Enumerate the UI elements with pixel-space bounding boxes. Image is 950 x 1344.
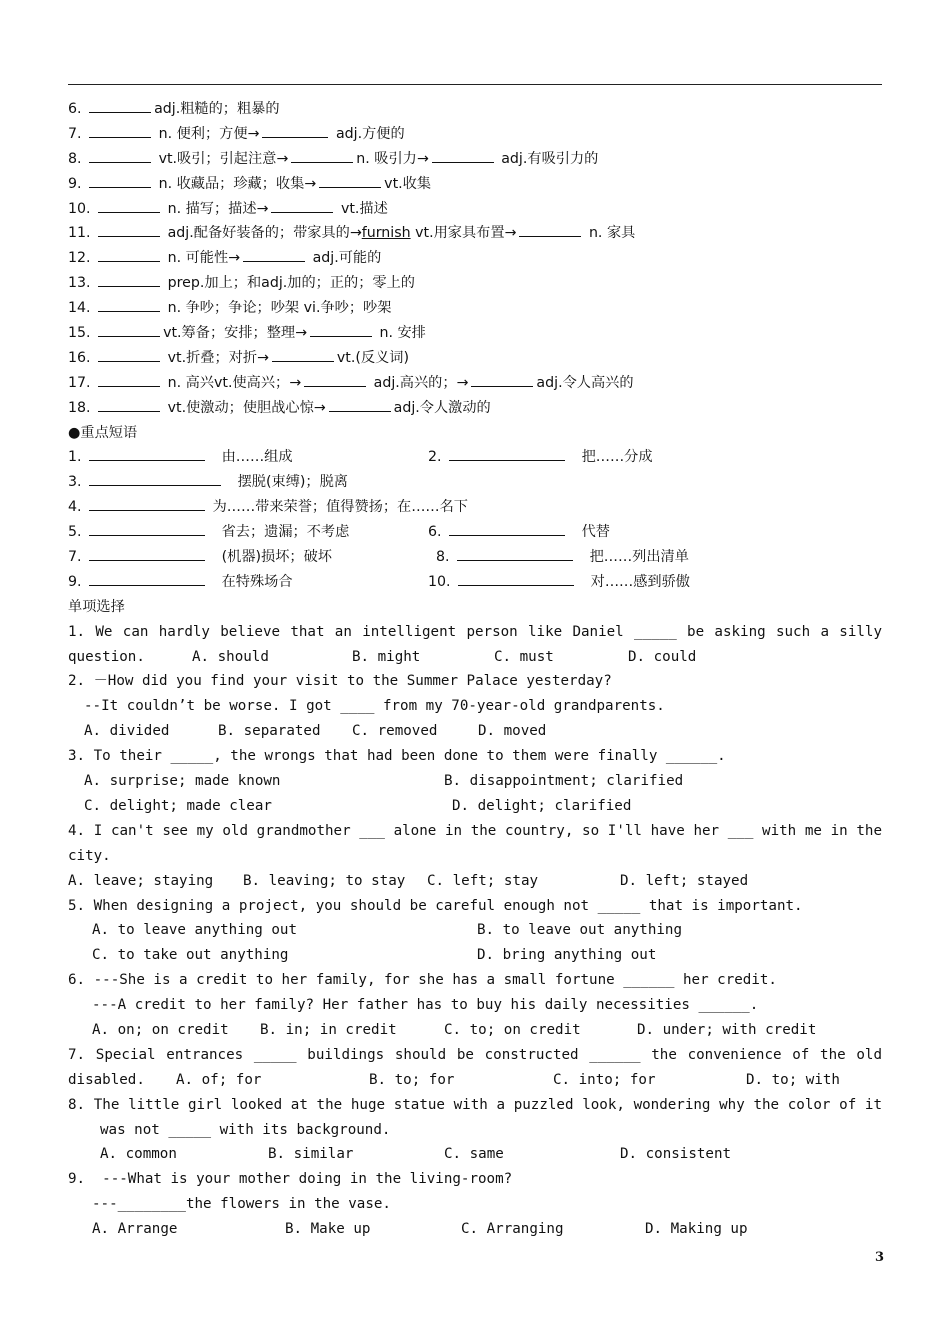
item-number: 7. [68,125,82,142]
definition: adj.粗糙的；粗暴的 [154,101,280,117]
answer-blank[interactable] [98,246,160,262]
option-d[interactable]: D. under; with credit [637,1021,817,1038]
option-d[interactable]: D. left; stayed [620,872,749,889]
option-d[interactable]: D. Making up [645,1221,748,1238]
question-6-options [68,1018,882,1043]
phrase-line [68,545,882,570]
option-c[interactable]: C. to take out anything [92,947,289,964]
item-number: 6. [428,524,442,541]
answer-blank[interactable] [243,246,305,262]
vocab-line-13 [68,271,882,296]
phrase-meaning: 由……组成 [221,449,293,466]
option-c[interactable]: C. Arranging [461,1221,564,1238]
question-1-stem: 1. We can hardly believe that an intelligent person like Daniel _____ be asking such a silly [68,623,882,640]
definition: adj.有吸引力的 [501,150,599,167]
answer-blank[interactable] [329,396,391,412]
answer-blank[interactable] [98,371,160,387]
item-number: 4. [68,499,82,516]
option-a[interactable]: A. common [100,1146,177,1163]
phrases-section-title: ●重点短语 [68,424,138,441]
option-d[interactable]: D. consistent [620,1146,732,1163]
item-number: 9. [68,175,82,192]
option-b[interactable]: B. Make up [285,1221,371,1238]
phrase-meaning: 摆脱(束缚)；脱离 [237,474,348,491]
option-d[interactable]: D. to; with [746,1071,840,1088]
definition: adj.令人高兴的 [536,374,634,391]
answer-blank[interactable] [432,147,494,163]
answer-blank[interactable] [271,197,333,213]
question-7-options [68,1068,882,1093]
phrase-meaning: 省去；遗漏；不考虑 [221,524,350,541]
phrase-line [68,445,882,470]
option-d[interactable]: D. moved [478,723,547,740]
question-1-options [68,645,882,670]
answer-blank[interactable] [304,371,366,387]
item-number: 11. [68,225,91,242]
phrase-line [68,520,882,545]
answer-blank[interactable] [98,296,160,312]
answer-blank[interactable] [89,545,205,561]
question-5-options-cd [68,943,882,968]
answer-blank[interactable] [89,172,151,188]
option-a[interactable]: A. Arrange [92,1221,178,1238]
option-a[interactable]: A. divided [84,723,170,740]
answer-blank[interactable] [98,321,160,337]
question-6-stem: 6. ---She is a credit to her family, for she has a small fortune ______ her credit. [68,972,777,989]
question-7-stem: 7. Special entrances _____ buildings should be constructed ______ the convenience of the old [68,1046,882,1063]
phrase-line [68,570,882,595]
question-2-stem: 2. －How did you find your visit to the Summer Palace yesterday? [68,673,612,690]
definition: n. 描写；描述→ [167,200,269,217]
item-number: 9. [68,573,82,590]
question-text: question. [68,648,145,665]
definition: adj.方便的 [335,125,405,142]
underlined-word: furnish [361,225,411,242]
option-b[interactable]: B. similar [268,1146,354,1163]
option-b[interactable]: B. leaving; to stay [243,872,406,889]
answer-blank[interactable] [98,197,160,213]
option-a[interactable]: A. surprise; made known [84,773,281,790]
question-text: disabled. [68,1071,145,1088]
question-4-stem-cont: city. [68,847,111,864]
question-4-options [68,869,882,894]
question-3-options-ab [68,769,882,794]
vocab-line-8 [68,147,882,172]
option-b[interactable]: B. might [352,648,421,665]
question-9-stem: 9. ---What is your mother doing in the living-room? [68,1171,513,1188]
phrase-meaning: 把……分成 [581,449,653,466]
question-6-reply: ---A credit to her family? Her father has to buy his daily necessities ______. [92,997,759,1014]
definition: vt.折叠；对折→ [167,349,269,366]
answer-blank[interactable] [89,97,151,113]
page-number: 3 [874,1250,884,1265]
definition: n. 吸引力→ [356,150,429,167]
phrase-meaning: (机器)损坏；破坏 [221,549,332,566]
definition: n. 收藏品；珍藏；收集→ [158,175,317,192]
vocab-line-12 [68,246,882,271]
answer-blank[interactable] [291,147,353,163]
item-number: 5. [68,524,82,541]
definition: n. 家具 [588,225,636,242]
question-8-options [68,1142,882,1167]
vocab-line-9 [68,172,882,197]
vocab-line-17 [68,371,882,396]
item-number: 6. [68,101,82,117]
option-c[interactable]: C. must [494,648,554,665]
question-8-stem: 8. The little girl looked at the huge statue with a puzzled look, wondering why the color of it [68,1096,882,1113]
answer-blank[interactable] [98,271,160,287]
vocab-line-16 [68,346,882,371]
definition: vt.收集 [384,175,432,192]
option-c[interactable]: C. delight; made clear [84,797,272,814]
vocab-line-7 [68,122,882,147]
definition: n. 安排 [379,325,426,342]
item-number: 8. [68,150,82,167]
answer-blank[interactable] [98,221,160,237]
definition: vt.描述 [340,200,388,217]
question-5-stem: 5. When designing a project, you should be careful enough not _____ that is important. [68,897,803,914]
answer-blank[interactable] [89,445,205,461]
question-9-reply: ---________the flowers in the vase. [92,1196,391,1213]
item-number: 8. [436,549,450,566]
option-a[interactable]: A. on; on credit [92,1021,229,1038]
item-number: 12. [68,250,91,267]
question-5-options-ab [68,918,882,943]
definition: vt.用家具布置→ [415,225,517,242]
definition: n. 争吵；争论；吵架 vi.争吵；吵架 [167,300,392,317]
phrase-meaning: 在特殊场合 [221,573,293,590]
question-3-options-cd [68,794,882,819]
option-b[interactable]: B. in; in credit [260,1021,397,1038]
option-c[interactable]: C. to; on credit [444,1021,581,1038]
item-number: 16. [68,349,91,366]
item-number: 15. [68,325,91,342]
answer-blank[interactable] [89,570,205,586]
item-number: 10. [428,573,451,590]
definition: n. 高兴vt.使高兴；→ [167,374,302,391]
question-2-options [68,719,882,744]
option-c[interactable]: C. same [444,1146,504,1163]
item-number: 1. [68,449,82,466]
definition: vt.(反义词) [336,349,410,366]
vocab-line-14 [68,296,882,321]
vocab-line-15 [68,321,882,346]
definition: vt.吸引；引起注意→ [158,150,289,167]
definition: adj.令人激动的 [393,399,491,416]
definition: adj.可能的 [312,250,382,267]
answer-blank[interactable] [89,470,221,486]
option-a[interactable]: A. of; for [176,1071,262,1088]
answer-blank[interactable] [89,147,151,163]
header-rule [68,84,882,85]
vocab-line-10 [68,197,882,222]
vocab-line-11 [68,221,882,246]
phrase-meaning: 把……列出清单 [589,549,689,566]
question-3-stem: 3. To their _____, the wrongs that had been done to them were finally ______. [68,748,726,765]
phrase-meaning: 代替 [581,524,610,541]
definition: prep.加上；和adj.加的；正的；零上的 [167,275,415,292]
answer-blank[interactable] [272,346,334,362]
option-c[interactable]: C. into; for [553,1071,656,1088]
item-number: 3. [68,474,82,491]
item-number: 7. [68,549,82,566]
answer-blank[interactable] [89,122,151,138]
option-d[interactable]: D. delight; clarified [452,797,632,814]
option-c[interactable]: C. removed [352,723,438,740]
option-b[interactable]: B. separated [218,723,321,740]
phrase-line [68,470,882,495]
answer-blank[interactable] [458,570,574,586]
definition: vt.筹备；安排；整理→ [163,325,307,342]
answer-blank[interactable] [519,221,581,237]
definition: n. 便利；方便→ [158,125,260,142]
option-a[interactable]: A. should [192,648,269,665]
answer-blank[interactable] [262,122,328,138]
mc-section-title: 单项选择 [68,598,125,615]
answer-blank[interactable] [471,371,533,387]
question-9-options [68,1217,882,1242]
vocab-line-18 [68,396,882,421]
definition: adj.配备好装备的；带家具的→ [167,225,362,242]
answer-blank[interactable] [89,520,205,536]
answer-blank[interactable] [449,520,565,536]
phrase-meaning: 为……带来荣誉；值得赞扬；在……名下 [212,499,468,516]
item-number: 14. [68,300,91,317]
option-b[interactable]: B. disappointment; clarified [444,773,684,790]
vocab-line-6 [68,97,882,122]
option-a[interactable]: A. leave; staying [68,872,214,889]
definition: adj.高兴的；→ [373,374,469,391]
definition: n. 可能性→ [167,250,241,267]
item-number: 18. [68,399,91,416]
item-number: 13. [68,275,91,292]
question-4-stem: 4. I can't see my old grandmother ___ alone in the country, so I'll have her ___ with me in the [68,822,882,839]
option-a[interactable]: A. to leave anything out [92,922,297,939]
answer-blank[interactable] [457,545,573,561]
question-8-stem-cont: was not _____ with its background. [100,1121,391,1138]
item-number: 17. [68,374,91,391]
item-number: 2. [428,449,442,466]
option-d[interactable]: D. bring anything out [477,947,657,964]
phrase-line [68,495,882,520]
option-c[interactable]: C. left; stay [427,872,539,889]
phrase-meaning: 对……感到骄傲 [590,573,690,590]
option-d[interactable]: D. could [628,648,697,665]
definition: vt.使激动；使胆战心惊→ [167,399,326,416]
item-number: 10. [68,200,91,217]
answer-blank[interactable] [449,445,565,461]
answer-blank[interactable] [89,495,205,511]
answer-blank[interactable] [98,346,160,362]
answer-blank[interactable] [98,396,160,412]
worksheet-content [68,97,882,1242]
option-b[interactable]: B. to leave out anything [477,922,682,939]
answer-blank[interactable] [319,172,381,188]
option-b[interactable]: B. to; for [369,1071,455,1088]
answer-blank[interactable] [310,321,372,337]
question-2-reply: --It couldn’t be worse. I got ____ from my 70-year-old grandparents. [84,698,665,715]
